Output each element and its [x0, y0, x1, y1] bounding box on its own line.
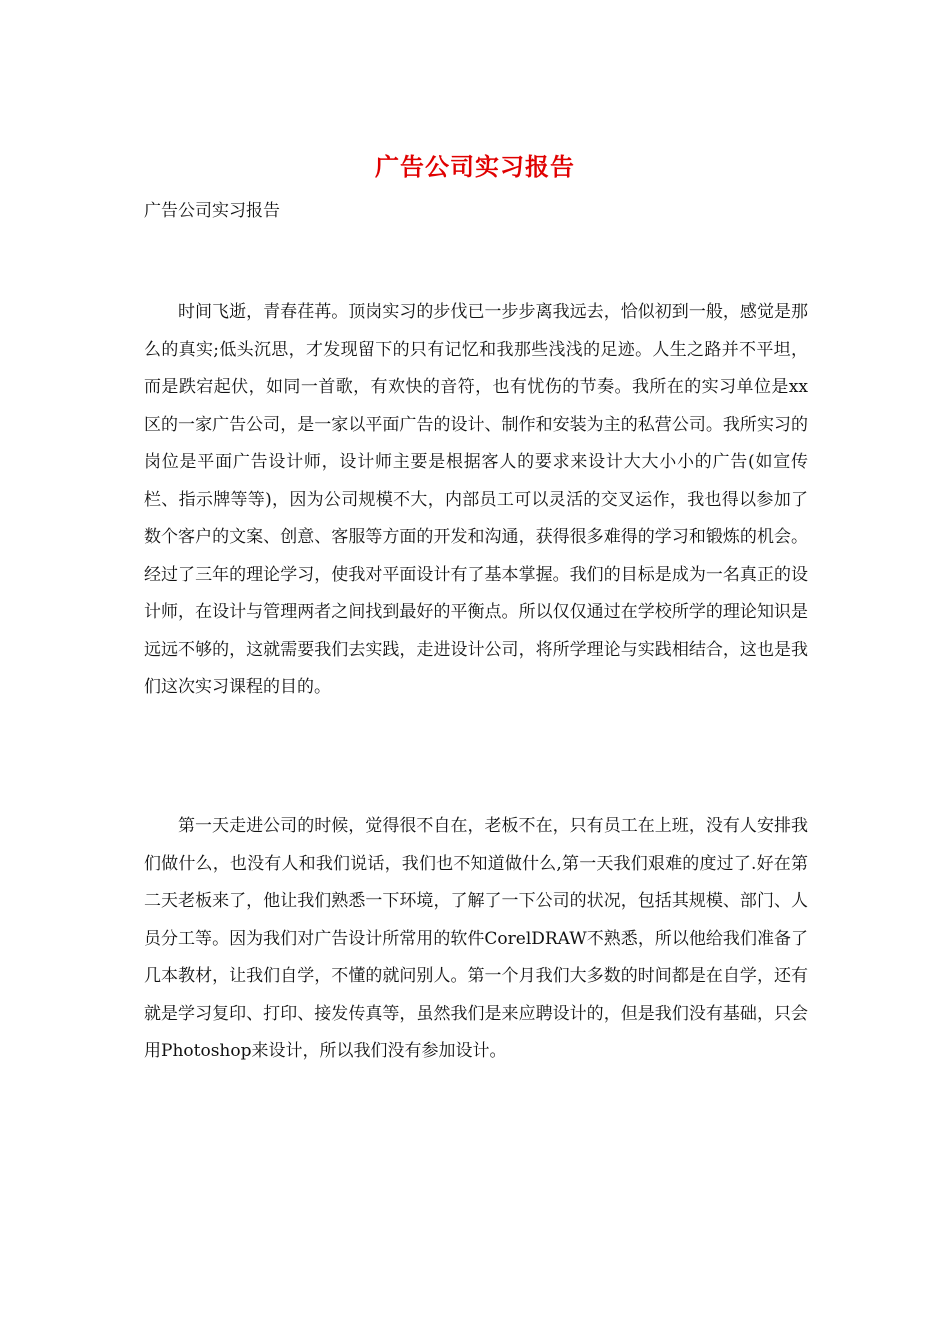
paragraph-1: 时间飞逝，青春荏苒。顶岗实习的步伐已一步步离我远去，恰似初到一般，感觉是那么的真实;低头沉思，才发现留下的只有记忆和我那些浅浅的足迹。人生之路并不平坦，而是跌宕起伏，如同一首歌，有欢快的音符，也有忧伤的节奏。我所在的实习单位是xx区的一家广告公司，是一家以平面广告的设计、制作和安装为主的私营公司。我所实习的岗位是平面广告设计师，设计师主要是根据客人的要求来设计大大小小的广告(如宣传栏、指示牌等等)，因为公司规模不大，内部员工可以灵活的交叉运作，我也得以参加了数个客户的文案、创意、客服等方面的开发和沟通，获得很多难得的学习和锻炼的机会。经过了三年的理论学习，使我对平面设计有了基本掌握。我们的目标是成为一名真正的设计师，在设计与管理两者之间找到最好的平衡点。所以仅仅通过在学校所学的理论知识是远远不够的，这就需要我们去实践，走进设计公司，将所学理论与实践相结合，这也是我们这次实习课程的目的。 — [144, 302, 808, 697]
document-subtitle: 广告公司实习报告 — [144, 201, 280, 221]
paragraph-2: 第一天走进公司的时候，觉得很不自在，老板不在，只有员工在上班，没有人安排我们做什么，也没有人和我们说话，我们也不知道做什么,第一天我们艰难的度过了.好在第二天老板来了，他让我们熟悉一下环境，了解了一下公司的状况，包括其规模、部门、人员分工等。因为我们对广告设计所常用的软件CorelDRAW不熟悉，所以他给我们准备了几本教材，让我们自学，不懂的就问别人。第一个月我们大多数的时间都是在自学，还有就是学习复印、打印、接发传真等，虽然我们是来应聘设计的，但是我们没有基础，只会用Photoshop来设计，所以我们没有参加设计。 — [144, 816, 808, 1061]
document-title: 广告公司实习报告 — [375, 152, 575, 181]
